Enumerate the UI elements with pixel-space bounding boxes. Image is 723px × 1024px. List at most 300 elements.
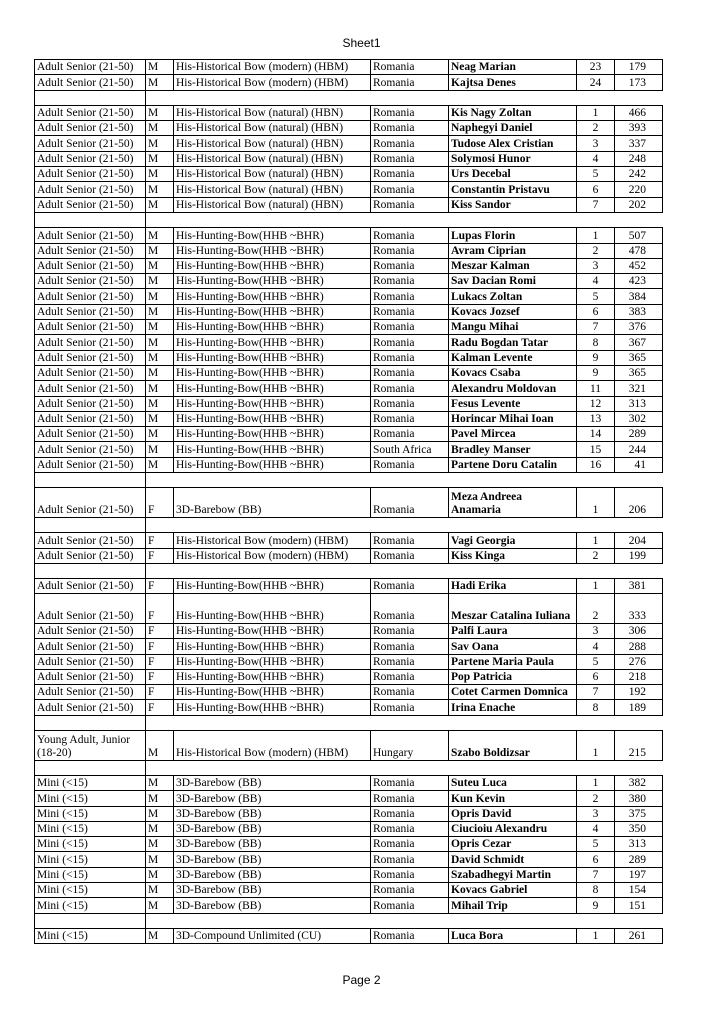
rank-cell: 9 bbox=[577, 365, 615, 380]
category-cell: Mini (<15) bbox=[35, 775, 146, 790]
sheet-title: Sheet1 bbox=[342, 36, 381, 50]
separator-cell bbox=[371, 473, 449, 488]
separator-cell bbox=[146, 90, 174, 105]
separator-cell bbox=[577, 517, 615, 532]
score-cell: 380 bbox=[615, 791, 663, 806]
table-row bbox=[35, 806, 663, 821]
table-row bbox=[35, 669, 663, 684]
category-cell: Adult Senior (21-50) bbox=[35, 685, 146, 700]
division-cell: His-Hunting-Bow(HHB ~BHR) bbox=[174, 350, 371, 365]
division-cell: His-Hunting-Bow(HHB ~BHR) bbox=[174, 320, 371, 335]
country-cell: Romania bbox=[371, 335, 449, 350]
country-cell: Romania bbox=[371, 852, 449, 867]
category-cell: Adult Senior (21-50) bbox=[35, 594, 146, 624]
table-row bbox=[35, 852, 663, 867]
group-separator bbox=[35, 715, 663, 730]
gender-cell: F bbox=[146, 579, 174, 594]
separator-cell bbox=[174, 563, 371, 578]
table-row bbox=[35, 335, 663, 350]
country-cell: Romania bbox=[371, 274, 449, 289]
archer-name-cell: Sav Oana bbox=[449, 639, 577, 654]
category-cell: Adult Senior (21-50) bbox=[35, 167, 146, 182]
division-cell: His-Hunting-Bow(HHB ~BHR) bbox=[174, 654, 371, 669]
table-row bbox=[35, 365, 663, 380]
table-row bbox=[35, 427, 663, 442]
gender-cell: M bbox=[146, 289, 174, 304]
score-cell: 375 bbox=[615, 806, 663, 821]
separator-cell bbox=[615, 212, 663, 227]
gender-cell: M bbox=[146, 411, 174, 426]
rank-cell: 1 bbox=[577, 228, 615, 243]
division-cell: His-Hunting-Bow(HHB ~BHR) bbox=[174, 289, 371, 304]
archer-name-cell: Ciucioiu Alexandru bbox=[449, 821, 577, 836]
category-cell: Adult Senior (21-50) bbox=[35, 669, 146, 684]
score-cell: 365 bbox=[615, 350, 663, 365]
archer-name-cell: Vagi Georgia bbox=[449, 533, 577, 548]
division-cell: His-Historical Bow (natural) (HBN) bbox=[174, 121, 371, 136]
archer-name-cell: Kis Nagy Zoltan bbox=[449, 105, 577, 120]
score-cell: 244 bbox=[615, 442, 663, 457]
rank-cell: 3 bbox=[577, 806, 615, 821]
table-row bbox=[35, 274, 663, 289]
category-cell: Adult Senior (21-50) bbox=[35, 75, 146, 90]
gender-cell: M bbox=[146, 350, 174, 365]
separator-cell bbox=[615, 563, 663, 578]
separator-cell bbox=[371, 715, 449, 730]
gender-cell: M bbox=[146, 75, 174, 90]
separator-cell bbox=[577, 913, 615, 928]
separator-cell bbox=[615, 517, 663, 532]
score-cell: 276 bbox=[615, 654, 663, 669]
country-cell: Romania bbox=[371, 639, 449, 654]
archer-name-cell: Partene Maria Paula bbox=[449, 654, 577, 669]
score-cell: 288 bbox=[615, 639, 663, 654]
country-cell: Romania bbox=[371, 60, 449, 75]
country-cell: Hungary bbox=[371, 731, 449, 761]
score-cell: 333 bbox=[615, 594, 663, 624]
score-cell: 202 bbox=[615, 197, 663, 212]
table-row bbox=[35, 700, 663, 715]
archer-name-cell: Horincar Mihai Ioan bbox=[449, 411, 577, 426]
gender-cell: M bbox=[146, 821, 174, 836]
gender-cell: M bbox=[146, 335, 174, 350]
table-row bbox=[35, 928, 663, 943]
archer-name-cell: Mangu Mihai bbox=[449, 320, 577, 335]
score-cell: 151 bbox=[615, 898, 663, 913]
score-cell: 220 bbox=[615, 182, 663, 197]
separator-cell bbox=[577, 563, 615, 578]
gender-cell: F bbox=[146, 594, 174, 624]
score-cell: 382 bbox=[615, 775, 663, 790]
separator-cell bbox=[35, 212, 146, 227]
archer-name-cell: Constantin Pristavu bbox=[449, 182, 577, 197]
division-cell: 3D-Barebow (BB) bbox=[174, 867, 371, 882]
division-cell: His-Hunting-Bow(HHB ~BHR) bbox=[174, 669, 371, 684]
archer-name-cell: Lukacs Zoltan bbox=[449, 289, 577, 304]
country-cell: Romania bbox=[371, 533, 449, 548]
gender-cell: M bbox=[146, 457, 174, 472]
gender-cell: M bbox=[146, 396, 174, 411]
category-cell: Adult Senior (21-50) bbox=[35, 350, 146, 365]
separator-cell bbox=[146, 760, 174, 775]
rank-cell: 5 bbox=[577, 654, 615, 669]
score-cell: 192 bbox=[615, 685, 663, 700]
score-cell: 337 bbox=[615, 136, 663, 151]
category-cell: Adult Senior (21-50) bbox=[35, 457, 146, 472]
country-cell: Romania bbox=[371, 775, 449, 790]
score-cell: 367 bbox=[615, 335, 663, 350]
category-cell: Adult Senior (21-50) bbox=[35, 396, 146, 411]
rank-cell: 4 bbox=[577, 151, 615, 166]
rank-cell: 4 bbox=[577, 274, 615, 289]
rank-cell: 6 bbox=[577, 304, 615, 319]
gender-cell: M bbox=[146, 365, 174, 380]
gender-cell: M bbox=[146, 442, 174, 457]
rank-cell: 4 bbox=[577, 639, 615, 654]
category-cell: Mini (<15) bbox=[35, 898, 146, 913]
archer-name-cell: Avram Ciprian bbox=[449, 243, 577, 258]
archer-name-cell: Solymosi Hunor bbox=[449, 151, 577, 166]
archer-name-cell: Szabo Boldizsar bbox=[449, 731, 577, 761]
score-cell: 383 bbox=[615, 304, 663, 319]
country-cell: Romania bbox=[371, 182, 449, 197]
country-cell: Romania bbox=[371, 427, 449, 442]
category-cell: Mini (<15) bbox=[35, 821, 146, 836]
country-cell: Romania bbox=[371, 594, 449, 624]
country-cell: Romania bbox=[371, 867, 449, 882]
separator-cell bbox=[174, 212, 371, 227]
country-cell: Romania bbox=[371, 928, 449, 943]
separator-cell bbox=[371, 913, 449, 928]
category-cell: Adult Senior (21-50) bbox=[35, 60, 146, 75]
separator-cell bbox=[174, 90, 371, 105]
archer-name-cell: Pop Patricia bbox=[449, 669, 577, 684]
gender-cell: M bbox=[146, 243, 174, 258]
gender-cell: M bbox=[146, 60, 174, 75]
rank-cell: 8 bbox=[577, 700, 615, 715]
category-cell: Mini (<15) bbox=[35, 806, 146, 821]
country-cell: Romania bbox=[371, 121, 449, 136]
division-cell: His-Hunting-Bow(HHB ~BHR) bbox=[174, 304, 371, 319]
archer-name-cell: Suteu Luca bbox=[449, 775, 577, 790]
separator-cell bbox=[371, 760, 449, 775]
rank-cell: 1 bbox=[577, 928, 615, 943]
archer-name-cell: Kiss Kinga bbox=[449, 548, 577, 563]
table-row bbox=[35, 228, 663, 243]
separator-cell bbox=[615, 473, 663, 488]
table-row bbox=[35, 837, 663, 852]
archer-name-cell: Kovacs Jozsef bbox=[449, 304, 577, 319]
separator-cell bbox=[449, 90, 577, 105]
separator-cell bbox=[449, 517, 577, 532]
table-row bbox=[35, 396, 663, 411]
archer-name-cell: Irina Enache bbox=[449, 700, 577, 715]
country-cell: Romania bbox=[371, 350, 449, 365]
separator-cell bbox=[146, 563, 174, 578]
category-cell: Adult Senior (21-50) bbox=[35, 228, 146, 243]
gender-cell: M bbox=[146, 136, 174, 151]
score-cell: 313 bbox=[615, 837, 663, 852]
gender-cell: M bbox=[146, 928, 174, 943]
country-cell: Romania bbox=[371, 837, 449, 852]
category-cell: Adult Senior (21-50) bbox=[35, 121, 146, 136]
division-cell: His-Historical Bow (modern) (HBM) bbox=[174, 60, 371, 75]
category-cell: Adult Senior (21-50) bbox=[35, 105, 146, 120]
table-row bbox=[35, 898, 663, 913]
score-cell: 466 bbox=[615, 105, 663, 120]
rank-cell: 2 bbox=[577, 121, 615, 136]
rank-cell: 23 bbox=[577, 60, 615, 75]
separator-cell bbox=[174, 760, 371, 775]
score-cell: 179 bbox=[615, 60, 663, 75]
gender-cell: M bbox=[146, 167, 174, 182]
rank-cell: 5 bbox=[577, 167, 615, 182]
gender-cell: M bbox=[146, 274, 174, 289]
score-cell: 365 bbox=[615, 365, 663, 380]
separator-cell bbox=[371, 563, 449, 578]
table-row bbox=[35, 289, 663, 304]
division-cell: His-Historical Bow (modern) (HBM) bbox=[174, 731, 371, 761]
table-row bbox=[35, 579, 663, 594]
gender-cell: M bbox=[146, 731, 174, 761]
archer-name-cell: Luca Bora bbox=[449, 928, 577, 943]
division-cell: His-Hunting-Bow(HHB ~BHR) bbox=[174, 685, 371, 700]
division-cell: His-Hunting-Bow(HHB ~BHR) bbox=[174, 381, 371, 396]
division-cell: His-Hunting-Bow(HHB ~BHR) bbox=[174, 243, 371, 258]
division-cell: His-Hunting-Bow(HHB ~BHR) bbox=[174, 623, 371, 638]
division-cell: His-Hunting-Bow(HHB ~BHR) bbox=[174, 700, 371, 715]
rank-cell: 12 bbox=[577, 396, 615, 411]
archer-name-cell: Kovacs Gabriel bbox=[449, 883, 577, 898]
archer-name-cell: Kovacs Csaba bbox=[449, 365, 577, 380]
gender-cell: M bbox=[146, 791, 174, 806]
category-cell: Adult Senior (21-50) bbox=[35, 335, 146, 350]
results-table bbox=[34, 59, 663, 944]
separator-cell bbox=[371, 90, 449, 105]
table-row bbox=[35, 775, 663, 790]
country-cell: Romania bbox=[371, 457, 449, 472]
division-cell: His-Historical Bow (natural) (HBN) bbox=[174, 151, 371, 166]
rank-cell: 2 bbox=[577, 243, 615, 258]
score-cell: 189 bbox=[615, 700, 663, 715]
division-cell: His-Hunting-Bow(HHB ~BHR) bbox=[174, 396, 371, 411]
division-cell: His-Hunting-Bow(HHB ~BHR) bbox=[174, 427, 371, 442]
rank-cell: 3 bbox=[577, 136, 615, 151]
country-cell: Romania bbox=[371, 258, 449, 273]
category-cell: Adult Senior (21-50) bbox=[35, 151, 146, 166]
table-row bbox=[35, 75, 663, 90]
score-cell: 199 bbox=[615, 548, 663, 563]
score-cell: 206 bbox=[615, 488, 663, 518]
separator-cell bbox=[449, 473, 577, 488]
table-row bbox=[35, 488, 663, 518]
gender-cell: M bbox=[146, 427, 174, 442]
gender-cell: F bbox=[146, 700, 174, 715]
separator-cell bbox=[371, 212, 449, 227]
separator-cell bbox=[174, 473, 371, 488]
table-row bbox=[35, 685, 663, 700]
group-separator bbox=[35, 473, 663, 488]
rank-cell: 24 bbox=[577, 75, 615, 90]
rank-cell: 8 bbox=[577, 883, 615, 898]
division-cell: His-Historical Bow (modern) (HBM) bbox=[174, 533, 371, 548]
division-cell: 3D-Compound Unlimited (CU) bbox=[174, 928, 371, 943]
separator-cell bbox=[35, 760, 146, 775]
division-cell: His-Historical Bow (modern) (HBM) bbox=[174, 75, 371, 90]
rank-cell: 13 bbox=[577, 411, 615, 426]
table-row bbox=[35, 411, 663, 426]
score-cell: 242 bbox=[615, 167, 663, 182]
division-cell: His-Historical Bow (natural) (HBN) bbox=[174, 197, 371, 212]
table-row bbox=[35, 548, 663, 563]
rank-cell: 4 bbox=[577, 821, 615, 836]
score-cell: 41 bbox=[615, 457, 663, 472]
division-cell: 3D-Barebow (BB) bbox=[174, 791, 371, 806]
country-cell: Romania bbox=[371, 167, 449, 182]
table-row bbox=[35, 151, 663, 166]
score-cell: 248 bbox=[615, 151, 663, 166]
country-cell: Romania bbox=[371, 289, 449, 304]
separator-cell bbox=[35, 563, 146, 578]
division-cell: His-Hunting-Bow(HHB ~BHR) bbox=[174, 335, 371, 350]
archer-name-cell: Meza Andreea Anamaria bbox=[449, 488, 577, 518]
category-cell: Adult Senior (21-50) bbox=[35, 274, 146, 289]
country-cell: Romania bbox=[371, 685, 449, 700]
category-cell: Adult Senior (21-50) bbox=[35, 488, 146, 518]
rank-cell: 2 bbox=[577, 548, 615, 563]
country-cell: Romania bbox=[371, 623, 449, 638]
category-cell: Mini (<15) bbox=[35, 791, 146, 806]
gender-cell: F bbox=[146, 654, 174, 669]
archer-name-cell: Meszar Kalman bbox=[449, 258, 577, 273]
rank-cell: 1 bbox=[577, 731, 615, 761]
archer-name-cell: Urs Decebal bbox=[449, 167, 577, 182]
separator-cell bbox=[35, 517, 146, 532]
country-cell: Romania bbox=[371, 654, 449, 669]
table-row bbox=[35, 121, 663, 136]
table-row bbox=[35, 304, 663, 319]
division-cell: His-Hunting-Bow(HHB ~BHR) bbox=[174, 365, 371, 380]
table-row bbox=[35, 731, 663, 761]
score-cell: 302 bbox=[615, 411, 663, 426]
category-cell: Adult Senior (21-50) bbox=[35, 411, 146, 426]
rank-cell: 3 bbox=[577, 623, 615, 638]
division-cell: His-Historical Bow (modern) (HBM) bbox=[174, 548, 371, 563]
score-cell: 507 bbox=[615, 228, 663, 243]
separator-cell bbox=[615, 913, 663, 928]
table-row bbox=[35, 167, 663, 182]
rank-cell: 14 bbox=[577, 427, 615, 442]
rank-cell: 5 bbox=[577, 289, 615, 304]
group-separator bbox=[35, 913, 663, 928]
category-cell: Mini (<15) bbox=[35, 928, 146, 943]
gender-cell: M bbox=[146, 381, 174, 396]
rank-cell: 1 bbox=[577, 775, 615, 790]
country-cell: Romania bbox=[371, 243, 449, 258]
separator-cell bbox=[146, 517, 174, 532]
division-cell: His-Historical Bow (natural) (HBN) bbox=[174, 105, 371, 120]
division-cell: 3D-Barebow (BB) bbox=[174, 837, 371, 852]
category-cell: Adult Senior (21-50) bbox=[35, 579, 146, 594]
table-row bbox=[35, 60, 663, 75]
archer-name-cell: Palfi Laura bbox=[449, 623, 577, 638]
gender-cell: F bbox=[146, 669, 174, 684]
country-cell: Romania bbox=[371, 791, 449, 806]
country-cell: Romania bbox=[371, 821, 449, 836]
archer-name-cell: Radu Bogdan Tatar bbox=[449, 335, 577, 350]
rank-cell: 2 bbox=[577, 791, 615, 806]
archer-name-cell: Sav Dacian Romi bbox=[449, 274, 577, 289]
table-row bbox=[35, 594, 663, 624]
gender-cell: M bbox=[146, 883, 174, 898]
rank-cell: 1 bbox=[577, 105, 615, 120]
separator-cell bbox=[146, 473, 174, 488]
category-cell: Adult Senior (21-50) bbox=[35, 533, 146, 548]
table-row bbox=[35, 243, 663, 258]
archer-name-cell: Opris Cezar bbox=[449, 837, 577, 852]
category-cell: Young Adult, Junior (18-20) bbox=[35, 731, 146, 761]
rank-cell: 6 bbox=[577, 852, 615, 867]
rank-cell: 7 bbox=[577, 320, 615, 335]
rank-cell: 3 bbox=[577, 258, 615, 273]
separator-cell bbox=[146, 913, 174, 928]
country-cell: Romania bbox=[371, 365, 449, 380]
country-cell: Romania bbox=[371, 898, 449, 913]
division-cell: 3D-Barebow (BB) bbox=[174, 821, 371, 836]
rank-cell: 2 bbox=[577, 594, 615, 624]
separator-cell bbox=[615, 90, 663, 105]
category-cell: Adult Senior (21-50) bbox=[35, 654, 146, 669]
country-cell: Romania bbox=[371, 548, 449, 563]
country-cell: Romania bbox=[371, 304, 449, 319]
archer-name-cell: Cotet Carmen Domnica bbox=[449, 685, 577, 700]
category-cell: Adult Senior (21-50) bbox=[35, 623, 146, 638]
category-cell: Adult Senior (21-50) bbox=[35, 243, 146, 258]
separator-cell bbox=[615, 715, 663, 730]
table-row bbox=[35, 883, 663, 898]
archer-name-cell: Kajtsa Denes bbox=[449, 75, 577, 90]
gender-cell: F bbox=[146, 639, 174, 654]
division-cell: His-Historical Bow (natural) (HBN) bbox=[174, 167, 371, 182]
separator-cell bbox=[449, 913, 577, 928]
score-cell: 321 bbox=[615, 381, 663, 396]
division-cell: His-Hunting-Bow(HHB ~BHR) bbox=[174, 274, 371, 289]
country-cell: South Africa bbox=[371, 442, 449, 457]
gender-cell: M bbox=[146, 867, 174, 882]
category-cell: Adult Senior (21-50) bbox=[35, 320, 146, 335]
gender-cell: M bbox=[146, 197, 174, 212]
gender-cell: M bbox=[146, 898, 174, 913]
archer-name-cell: Lupas Florin bbox=[449, 228, 577, 243]
division-cell: His-Hunting-Bow(HHB ~BHR) bbox=[174, 411, 371, 426]
table-row bbox=[35, 654, 663, 669]
separator-cell bbox=[577, 715, 615, 730]
separator-cell bbox=[174, 913, 371, 928]
country-cell: Romania bbox=[371, 105, 449, 120]
division-cell: His-Hunting-Bow(HHB ~BHR) bbox=[174, 228, 371, 243]
score-cell: 381 bbox=[615, 579, 663, 594]
rank-cell: 1 bbox=[577, 488, 615, 518]
separator-cell bbox=[615, 760, 663, 775]
table-row bbox=[35, 867, 663, 882]
separator-cell bbox=[449, 563, 577, 578]
score-cell: 261 bbox=[615, 928, 663, 943]
category-cell: Mini (<15) bbox=[35, 837, 146, 852]
table-row bbox=[35, 136, 663, 151]
separator-cell bbox=[371, 517, 449, 532]
score-cell: 478 bbox=[615, 243, 663, 258]
division-cell: His-Hunting-Bow(HHB ~BHR) bbox=[174, 594, 371, 624]
